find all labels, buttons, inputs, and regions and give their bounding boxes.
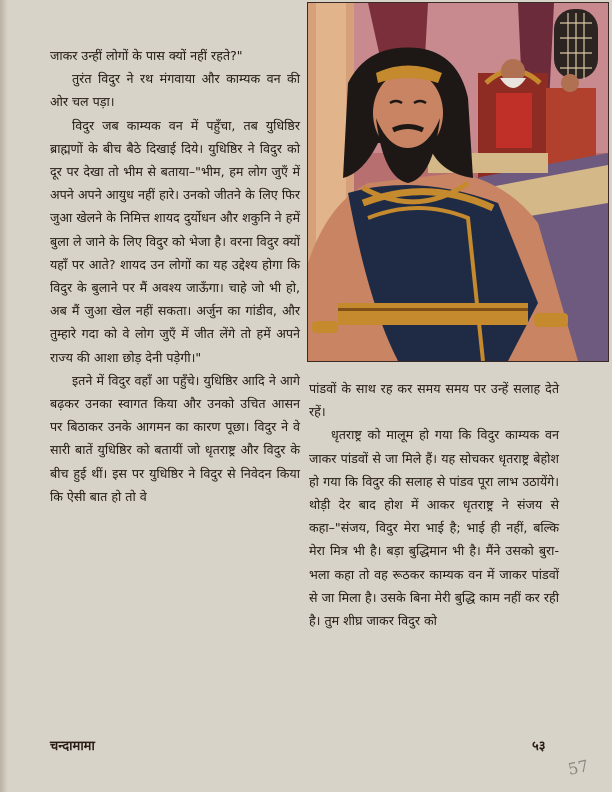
paragraph: जाकर उन्हीं लोगों के पास क्यों नहीं रहते?" (50, 48, 243, 63)
handwritten-page-mark: 57 (566, 756, 591, 779)
paragraph: विदुर जब काम्यक वन में पहुँचा, तब युधिष्ठिर ब्राह्मणों के बीच बैठे दिखाई दिये। युधिष्ठिर ने विदुर को दूर पर देखा तो भीम से बताया–"भीम, हम लोग जुएँ में अपने अपने आयुध नहीं हारे। उनको जीतने के लिए फिर जुआ खेलने के निमित्त शायद दुर्योधन और शकुनि ने हमें बुला ले जाने के लिए विदुर को भेजा है। वरना विदुर क्यों यहाँ पर आते? शायद उन लोगों का यह उद्देश्य होगा कि विदुर के बुलाने पर मैं अवश्य जाऊँगा। चाहे जो भी हो, अब मैं जुआ खेल नहीं सकता। अर्जुन का गांडीव, और तुम्हारे गदा को वे लोग जुएँ में जीत लेंगे तो हमें अपने राज्य की आशा छोड़ देनी पड़ेगी।" (50, 117, 300, 365)
page-number: ५३ (532, 739, 546, 754)
right-column (309, 377, 559, 632)
paragraph: धृतराष्ट्र को मालूम हो गया कि विदुर काम्यक वन जाकर पांडवों से जा मिले हैं। यह सोचकर धृतराष्ट्र बेहोश हो गया कि विदुर की सलाह से पांडव पूरा लाभ उठायेंगे। थोड़ी देर बाद होश में आकर धृतराष्ट्र ने संजय से कहा–"संजय, विदुर मेरा भाई है; भाई ही नहीं, बल्कि मेरा मित्र भी है। बड़ा बुद्धिमान भी है। मैंने उसको बुरा-भला कहा तो वह रूठकर काम्यक वन में जाकर पांडवों से जा मिला है। उसके बिना मेरी बुद्धि काम नहीं कर रही है। तुम शीघ्र जाकर विदुर को (309, 427, 559, 629)
left-column (50, 44, 300, 508)
paragraph: तुरंत विदुर ने रथ मंगवाया और काम्यक वन की ओर चल पड़ा। (50, 71, 300, 110)
magazine-name: चन्दामामा (50, 739, 95, 754)
paragraph: पांडवों के साथ रह कर समय समय पर उन्हें सलाह देते रहें। (309, 381, 559, 420)
mahabharata-illustration-icon (307, 2, 609, 362)
paragraph: इतने में विदुर वहाँ आ पहुँचे। युधिष्ठिर आदि ने आगे बढ़कर उनका स्वागत किया और उनको उचित आसन पर बिठाकर उनके आगमन का कारण पूछा। विदुर ने वे सारी बातें युधिष्ठिर को बतायीं जो धृतराष्ट्र और विदुर के बीच हुई थीं। इस पर युधिष्ठिर ने विदुर से निवेदन किया कि ऐसी बात हो तो वे (50, 372, 300, 504)
